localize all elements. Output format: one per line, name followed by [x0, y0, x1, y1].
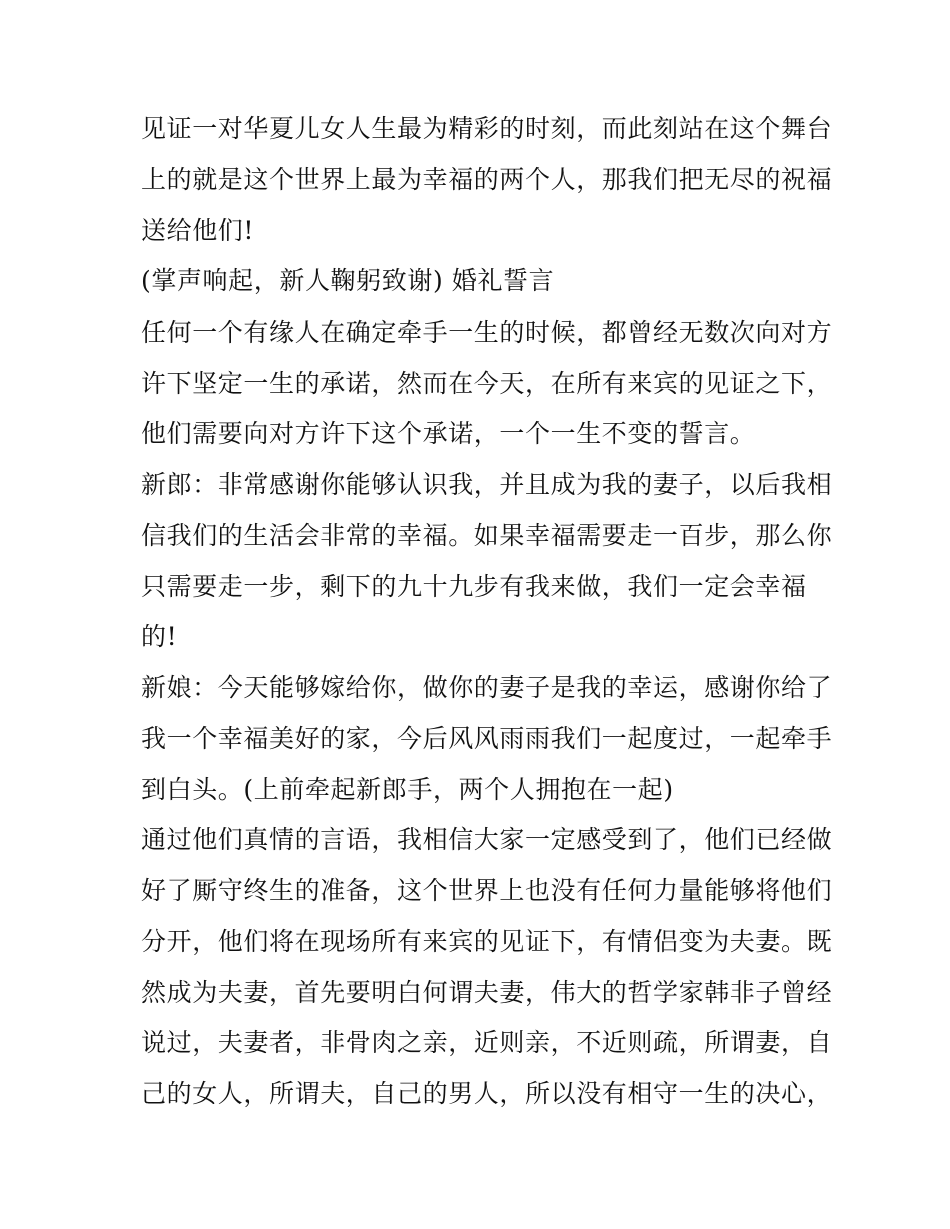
- text-line: 己的女人，所谓夫，自己的男人，所以没有相守一生的决心，: [141, 1079, 833, 1108]
- groom-vow-line: 新郎：非常感谢你能够认识我，并且成为我的妻子，以后我相: [141, 470, 833, 499]
- text-line: 信我们的生活会非常的幸福。如果幸福需要走一百步，那么你: [141, 521, 833, 550]
- text-line: 送给他们!: [141, 216, 255, 245]
- text-line: 的!: [141, 622, 178, 651]
- text-line: 见证一对华夏儿女人生最为精彩的时刻，而此刻站在这个舞台: [141, 114, 833, 143]
- bride-vow-line: 新娘：今天能够嫁给你，做你的妻子是我的幸运，感谢你给了: [141, 673, 833, 702]
- text-line: 任何一个有缘人在确定牵手一生的时候，都曾经无数次向对方: [141, 318, 833, 347]
- text-line: 我一个幸福美好的家，今后风风雨雨我们一起度过，一起牵手: [141, 724, 833, 753]
- text-line: 上的就是这个世界上最为幸福的两个人，那我们把无尽的祝福: [141, 165, 833, 194]
- text-line: 好了厮守终生的准备，这个世界上也没有任何力量能够将他们: [141, 876, 833, 905]
- text-line: 他们需要向对方许下这个承诺，一个一生不变的誓言。: [141, 419, 756, 448]
- text-line: 许下坚定一生的承诺，然而在今天，在所有来宾的见证之下，: [141, 369, 833, 398]
- text-line: 只需要走一步，剩下的九十九步有我来做，我们一定会幸福: [141, 572, 807, 601]
- text-line: 分开，他们将在现场所有来宾的见证下，有情侣变为夫妻。既: [141, 927, 833, 956]
- section-heading-line: (掌声响起，新人鞠躬致谢) 婚礼誓言: [141, 266, 555, 295]
- text-line: 说过，夫妻者，非骨肉之亲，近则亲，不近则疏，所谓妻，自: [141, 1028, 833, 1057]
- text-line: 通过他们真情的言语，我相信大家一定感受到了，他们已经做: [141, 825, 833, 854]
- text-line: 然成为夫妻，首先要明白何谓夫妻，伟大的哲学家韩非子曾经: [141, 978, 833, 1007]
- text-line: 到白头。(上前牵起新郎手，两个人拥抱在一起): [141, 775, 674, 804]
